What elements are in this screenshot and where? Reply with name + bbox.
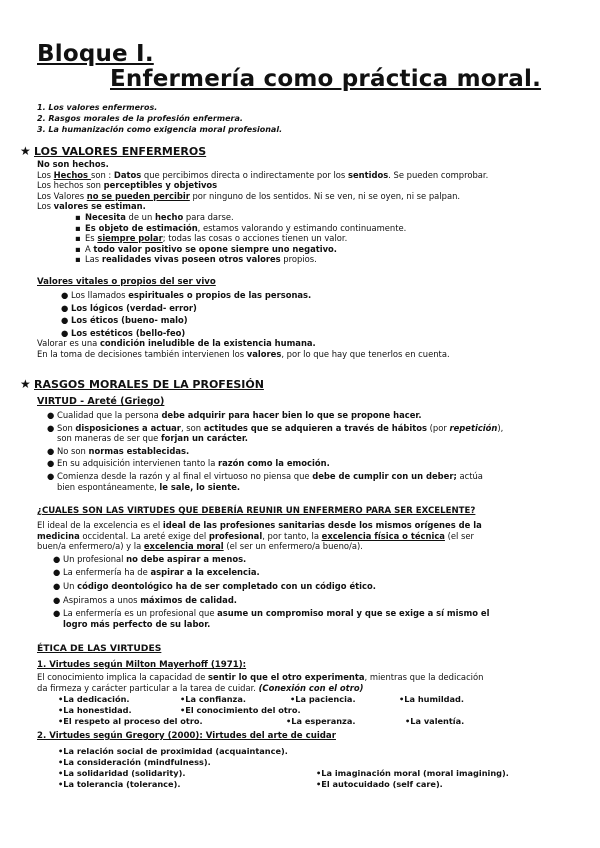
text-line: Valorar es una condición ineludible de la existencia humana. (37, 338, 316, 349)
virtud-subheading: VIRTUD - Areté (Griego) (37, 396, 165, 407)
virtue-item: •La imaginación moral (moral imagining). (316, 768, 509, 778)
text-line: El conocimiento implica la capacidad de sentir lo que el otro experimenta, mientras que la dedicación (37, 672, 484, 682)
excelencia-block (37, 520, 585, 629)
section-heading-rasgos: ★ RASGOS MORALES DE LA PROFESIÓN (20, 377, 264, 391)
virtue-item: •El conocimiento del otro. (180, 705, 301, 715)
text-line: da firmeza y carácter particular a la tarea de cuidar. (Conexión con el otro) (37, 682, 364, 693)
text-line: Los Valores no se pueden percibir por ninguno de los sentidos. Ni se ven, ni se oyen, ni se palpan. (37, 190, 461, 201)
star-icon: ★ (20, 144, 31, 158)
virtue-item: •La solidaridad (solidarity). (58, 768, 186, 778)
text-line: logro más perfecto de su labor. (63, 618, 211, 629)
list-item: ● Comienza desde la razón y al final el virtuoso no piensa que debe de cumplir con un deber; actúa (47, 470, 483, 481)
star-icon: ★ (20, 377, 31, 391)
text-line: bien espontáneamente, le sale, lo siente. (57, 481, 241, 492)
virtue-item: •El respeto al proceso del otro. (58, 716, 203, 726)
virtue-item: •La esperanza. (286, 716, 356, 726)
valores-vitales-list (37, 290, 585, 360)
list-item: ● Los llamados espirituales o propios de las personas. (61, 290, 312, 300)
list-item: ● No son normas establecidas. (47, 445, 190, 456)
list-item: ● La enfermería es un profesional que asume un compromiso moral y que se exige a sí mismo el (53, 608, 490, 619)
list-item: ▪ A todo valor positivo se opone siempre uno negativo. (75, 243, 337, 254)
virtue-item: •La tolerancia (tolerance). (58, 779, 181, 789)
page-title-line1: Bloque I. (37, 41, 154, 67)
text-line: medicina occidental. La areté exige del profesional, por tanto, la excelencia física o técnica (el ser (37, 530, 474, 541)
virtud-list (37, 410, 585, 492)
table-of-contents (37, 102, 282, 135)
virtue-item: •La paciencia. (290, 694, 356, 704)
valores-vitales-subheading: Valores vitales o propios del ser vivo (37, 277, 216, 287)
toc-item: 2. Rasgos morales de la profesión enfermera. (37, 114, 243, 123)
list-item: ● Un profesional no debe aspirar a menos. (53, 553, 247, 564)
list-item: ▪ Las realidades vivas poseen otros valores propios. (75, 254, 317, 265)
text-line: Los Hechos son : Datos que percibimos directa o indirectamente por los sentidos. Se pueden comprobar. (37, 169, 489, 180)
toc-item: 1. Los valores enfermeros. (37, 103, 158, 112)
virtue-item: •La relación social de proximidad (acquaintance). (58, 746, 288, 756)
list-item: ● Un código deontológico ha de ser completado con un código ético. (53, 580, 376, 591)
valores-text-block (37, 159, 585, 265)
list-item: ● Los éticos (bueno- malo) (61, 315, 188, 326)
list-item: ● En su adquisición intervienen tanto la razón como la emoción. (47, 458, 330, 469)
list-item: ● La enfermería ha de aspirar a la excelencia. (53, 567, 260, 578)
list-item: ● Aspiramos a unos máximos de calidad. (53, 594, 237, 605)
mayerhoff-text (37, 672, 585, 693)
etica-subheading: ÉTICA DE LAS VIRTUDES (37, 643, 162, 654)
list-item: ▪ Es objeto de estimación, estamos valorando y estimando continuamente. (75, 222, 407, 233)
gregory-subheading: 2. Virtudes según Gregory (2000): Virtudes del arte de cuidar (37, 731, 336, 741)
toc-item: 3. La humanización como exigencia moral profesional. (37, 125, 283, 134)
list-item: ● Los estéticos (bello-feo) (61, 327, 186, 338)
section-heading-valores: ★ LOS VALORES ENFERMEROS (20, 144, 207, 158)
virtue-item: •La dedicación. (58, 694, 130, 704)
list-item: ● Son disposiciones a actuar, son actitudes que se adquieren a través de hábitos (por repetición), (47, 422, 504, 433)
virtue-item: •El autocuidado (self care). (316, 779, 443, 789)
question-subheading: ¿CUALES SON LAS VIRTUDES QUE DEBERÍA REUNIR UN ENFERMERO PARA SER EXCELENTE? (37, 506, 476, 516)
mayerhoff-subheading: 1. Virtudes según Milton Mayerhoff (1971): (37, 660, 247, 670)
text-line: En la toma de decisiones también intervienen los valores, por lo que hay que tenerlos en cuenta. (37, 348, 450, 359)
page-title-line2: Enfermería como práctica moral. (110, 66, 542, 92)
list-item: ▪ Necesita de un hecho para darse. (75, 211, 234, 222)
virtue-item: •La humildad. (399, 694, 464, 704)
list-item: ● Cualidad que la persona debe adquirir para hacer bien lo que se propone hacer. (47, 410, 422, 420)
text-line: Los valores se estiman. (37, 201, 146, 212)
text-line: El ideal de la excelencia es el ideal de las profesiones sanitarias desde los mismos orígenes de la (37, 520, 482, 530)
text-line: No son hechos. (37, 159, 109, 169)
text-line: Los hechos son perceptibles y objetivos (37, 180, 218, 191)
virtue-item: •La valentía. (405, 716, 465, 726)
text-line: son maneras de ser que forjan un carácter. (57, 433, 248, 444)
virtue-item: •La honestidad. (58, 705, 132, 715)
virtue-item: •La consideración (mindfulness). (58, 757, 211, 767)
virtue-item: •La confianza. (180, 694, 246, 704)
text-line: buen/a enfermero/a) y la excelencia moral (el ser un enfermero/a bueno/a). (37, 541, 363, 552)
list-item: ▪ Es siempre polar; todas las cosas o acciones tienen un valor. (75, 233, 348, 244)
list-item: ● Los lógicos (verdad- error) (61, 302, 197, 313)
